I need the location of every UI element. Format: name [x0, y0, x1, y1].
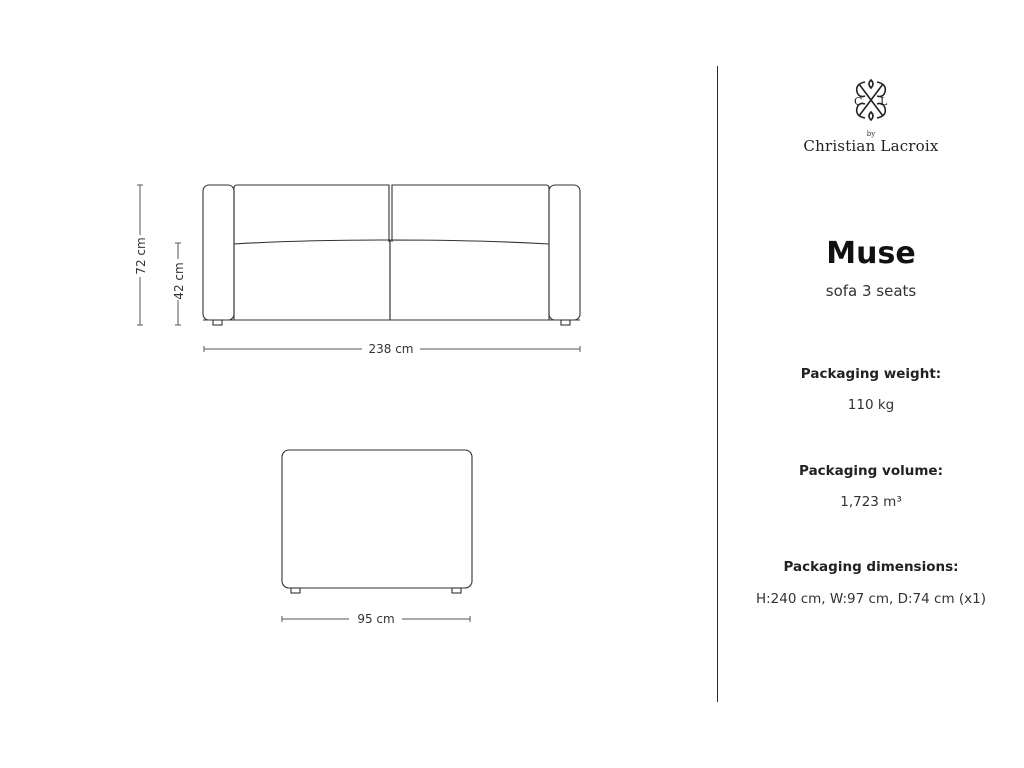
brand-logo-icon — [851, 78, 891, 122]
back-cushion-right — [392, 185, 549, 243]
right-arm — [549, 185, 580, 320]
dim-label-seat-height: 42 cm — [172, 262, 186, 300]
dim-label-height: 72 cm — [134, 237, 148, 275]
sofa-side-view — [282, 450, 472, 593]
svg-text:L: L — [880, 95, 888, 108]
svg-text:C: C — [854, 95, 863, 108]
brand-name: Christian Lacroix — [803, 137, 939, 155]
seat-cushion-right — [390, 240, 549, 320]
foot — [213, 320, 222, 325]
seat-cushion-left — [234, 240, 390, 320]
back-cushion-left — [234, 185, 389, 243]
spec-label-weight: Packaging weight: — [800, 366, 942, 382]
spec-value-volume: 1,723 m³ — [840, 494, 902, 510]
product-title: Muse — [826, 236, 916, 271]
spec-label-dimensions: Packaging dimensions: — [783, 559, 959, 575]
spec-value-dimensions: H:240 cm, W:97 cm, D:74 cm (x1) — [755, 591, 987, 607]
spec-label-volume: Packaging volume: — [799, 463, 943, 479]
dim-label-depth: 95 cm — [357, 612, 395, 626]
product-subtitle: sofa 3 seats — [825, 282, 917, 300]
logo-by-text: by — [866, 130, 876, 138]
left-arm — [203, 185, 234, 320]
info-panel — [718, 0, 1024, 768]
spec-value-weight: 110 kg — [847, 397, 895, 413]
foot — [291, 588, 300, 593]
sofa-front-view — [203, 185, 580, 325]
dim-label-width: 238 cm — [368, 342, 414, 356]
foot — [452, 588, 461, 593]
side-body — [282, 450, 472, 588]
foot — [561, 320, 570, 325]
